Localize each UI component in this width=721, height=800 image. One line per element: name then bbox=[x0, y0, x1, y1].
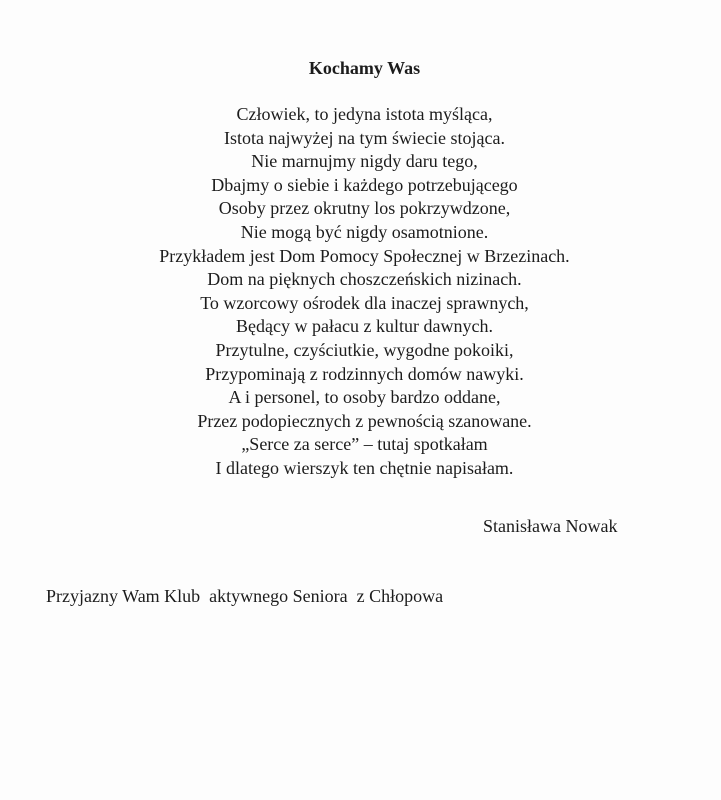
poem-line: Przykładem jest Dom Pomocy Społecznej w Brzezinach. bbox=[159, 245, 570, 266]
poem-line: Będący w pałacu z kultur dawnych. bbox=[236, 316, 493, 337]
poem-line: Osoby przez okrutny los pokrzywdzone, bbox=[218, 198, 511, 219]
poem-line: Dbajmy o siebie i każdego potrzebującego bbox=[211, 174, 518, 195]
footer-dedication: Przyjazny Wam Klub aktywnego Seniora z Chłopowa bbox=[46, 586, 444, 606]
poem-line: Przez podopiecznych z pewnością szanowane. bbox=[197, 410, 532, 431]
poem-line: „Serce za serce” – tutaj spotkałam bbox=[241, 434, 488, 455]
poem-line: Przypominają z rodzinnych domów nawyki. bbox=[205, 363, 524, 384]
poem-line: Człowiek, to jedyna istota myśląca, bbox=[236, 104, 493, 124]
author-signature: Stanisława Nowak bbox=[483, 516, 618, 536]
poem-line: Dom na pięknych choszczeńskich nizinach. bbox=[207, 269, 522, 290]
poem-line: Istota najwyżej na tym świecie stojąca. bbox=[224, 127, 505, 148]
poem-line: Nie mogą być nigdy osamotnione. bbox=[240, 221, 489, 242]
poem-title: Kochamy Was bbox=[308, 58, 421, 78]
poem-line: Nie marnujmy nigdy daru tego, bbox=[251, 151, 478, 172]
poem-line: I dlatego wierszyk ten chętnie napisałam. bbox=[215, 457, 514, 478]
poem-body bbox=[0, 103, 721, 481]
poem-line: A i personel, to osoby bardzo oddane, bbox=[228, 387, 501, 408]
poem-line: Przytulne, czyściutkie, wygodne pokoiki, bbox=[215, 339, 514, 360]
poem-line: To wzorcowy ośrodek dla inaczej sprawnych, bbox=[200, 292, 529, 313]
